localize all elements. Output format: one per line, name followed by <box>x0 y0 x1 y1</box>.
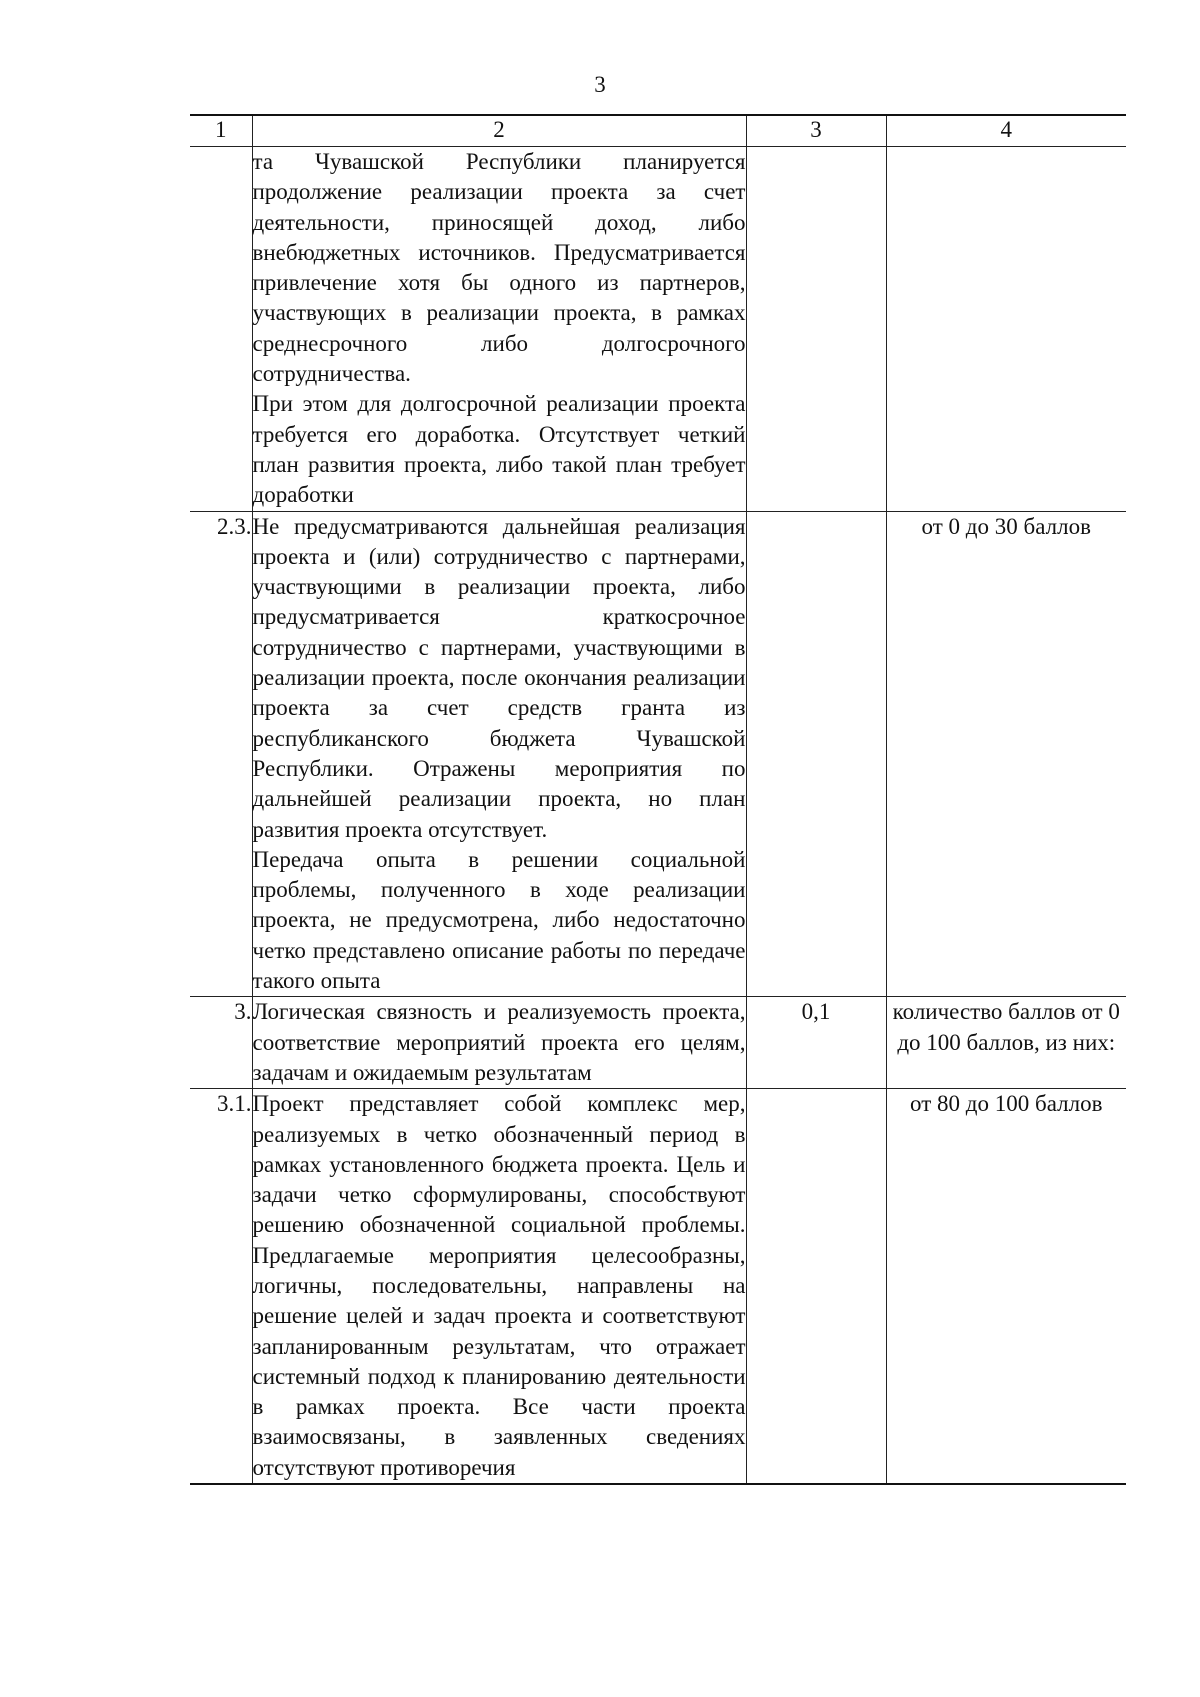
column-header: 1 <box>190 115 252 147</box>
description-paragraph: Логическая связность и реализуемость проекта, соответствие мероприятий проекта его целям, задачам и ожидаемым результатам <box>252 999 746 1085</box>
row-score <box>886 147 1126 512</box>
row-description <box>252 997 746 1089</box>
description-paragraph: Не предусматриваются дальнейшая реализация проекта и (или) сотрудничество с партнерами, участвующими в реализации проекта, либо предусматривается краткосрочное сотрудничество с партнерами, участвующими в реализации проекта, после окончания реализации проекта за счет средств гранта из республиканского бюджета Чувашской Республики. Отражены мероприятия по дальнейшей реализации проекта, но план развития проекта отсутствует. <box>252 513 746 842</box>
header-row <box>190 115 1126 147</box>
table-row <box>190 147 1126 512</box>
description-paragraph: та Чувашской Республики планируется продолжение реализации проекта за счет деятельности, приносящей доход, либо внебюджетных источников. Предусматривается привлечение хотя бы одного из партнеров, участвующих в реализации проекта, в рамках среднесрочного либо долгосрочного сотрудничества. <box>252 149 746 387</box>
row-description <box>252 1089 746 1484</box>
table-row <box>190 997 1126 1089</box>
description-paragraph: При этом для долгосрочной реализации проекта требуется его доработка. Отсутствует четкий план развития проекта, либо такой план требует доработки <box>252 391 746 508</box>
column-header: 3 <box>746 115 886 147</box>
row-weight <box>746 147 886 512</box>
criteria-table <box>190 114 1126 1485</box>
row-description <box>252 511 746 997</box>
page-number: 3 <box>594 72 606 97</box>
table-row <box>190 511 1126 997</box>
row-number: 3. <box>190 997 252 1089</box>
description-paragraph: Проект представляет собой комплекс мер, реализуемых в четко обозначенный период в рамках установленного бюджета проекта. Цель и задачи четко сформулированы, способствуют решению обозначенной социальной проблемы. Предлагаемые мероприятия целесообразны, логичны, последовательны, направлены на решение целей и задач проекта и соответствуют запланированным результатам, что отражает системный подход к планированию деятельности в рамках проекта. Все части проекта взаимосвязаны, в заявленных сведениях отсутствуют противоречия <box>252 1091 746 1480</box>
column-header: 4 <box>886 115 1126 147</box>
row-score: количество баллов от 0 до 100 баллов, из них: <box>886 997 1126 1089</box>
description-paragraph: Передача опыта в решении социальной проблемы, полученного в ходе реализации проекта, не предусмотрена, либо недостаточно четко представлено описание работы по передаче такого опыта <box>252 846 746 994</box>
row-number: 3.1. <box>190 1089 252 1484</box>
row-score: от 80 до 100 баллов <box>886 1089 1126 1484</box>
row-weight <box>746 1089 886 1484</box>
column-header: 2 <box>252 115 746 147</box>
row-weight: 0,1 <box>746 997 886 1089</box>
row-score: от 0 до 30 баллов <box>886 511 1126 997</box>
row-number: 2.3. <box>190 511 252 997</box>
row-number <box>190 147 252 512</box>
row-weight <box>746 511 886 997</box>
table-row <box>190 1089 1126 1484</box>
row-description <box>252 147 746 512</box>
